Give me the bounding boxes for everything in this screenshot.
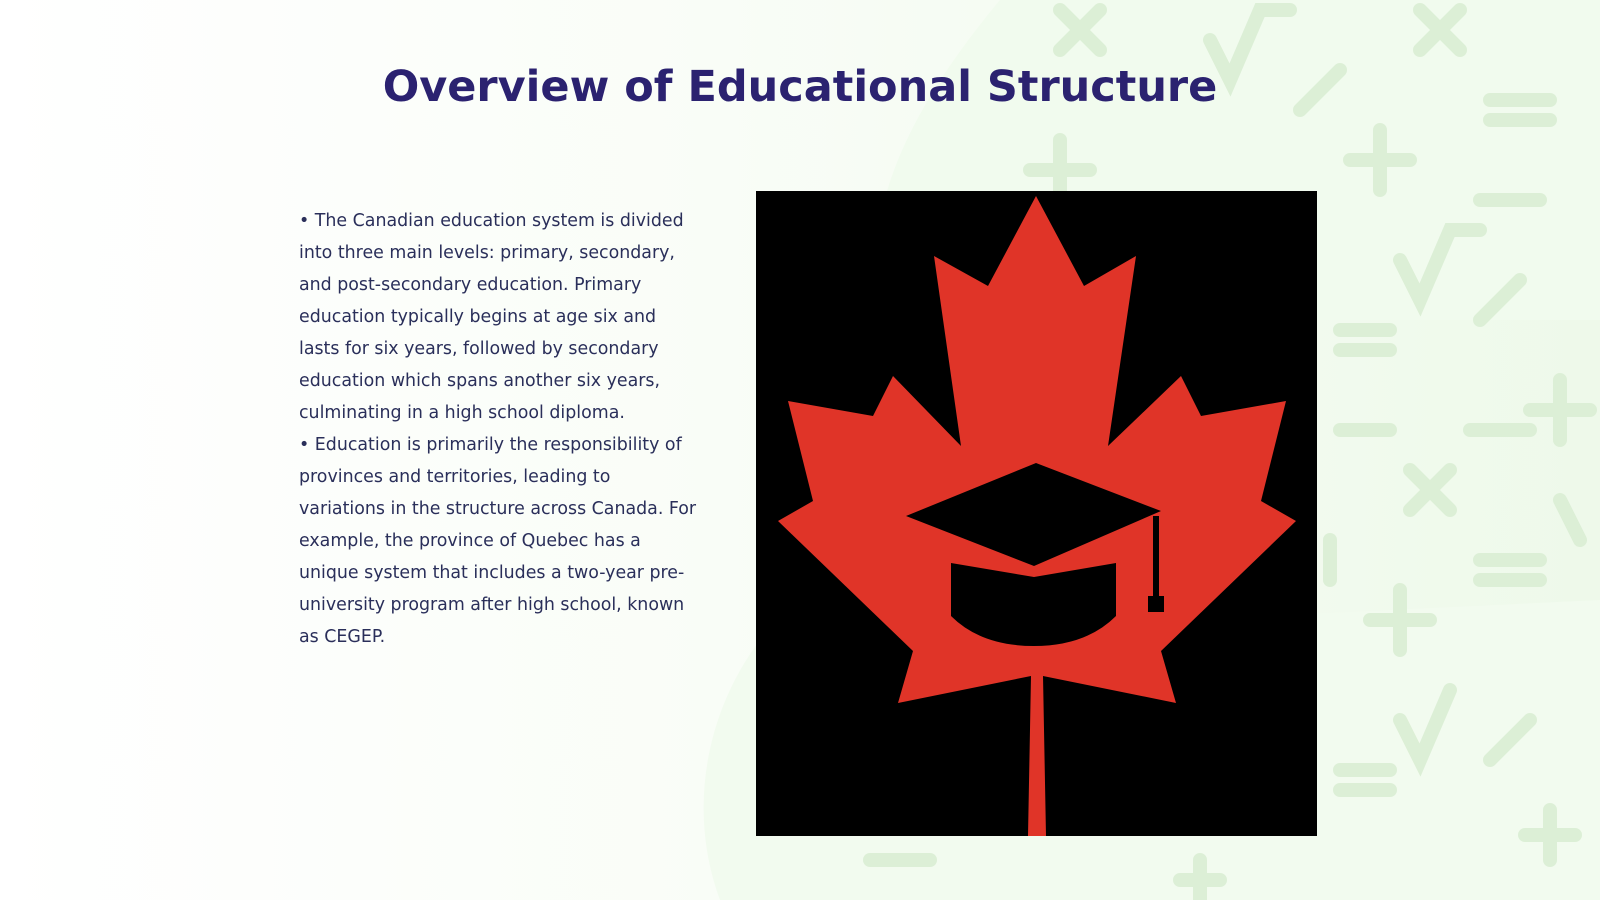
maple-leaf-graduation-cap-icon xyxy=(756,191,1317,836)
tassel-end xyxy=(1148,596,1164,612)
maple-leaf-image xyxy=(756,191,1317,836)
bullet-item: • The Canadian education system is divided into three main levels: primary, secondary, and post-secondary education. Primary education typically begins at age six and lasts for six years, followed by secondary education which spans another six years, culminating in a high school diploma. xyxy=(299,211,684,423)
bullet-list xyxy=(299,205,699,653)
bullet-item: • Education is primarily the responsibility of provinces and territories, leading to variations in the structure across Canada. For example, the province of Quebec has a unique system that includes a two-year pre-university program after high school, known as CEGEP. xyxy=(299,435,697,647)
page-title: Overview of Educational Structure xyxy=(382,62,1218,112)
